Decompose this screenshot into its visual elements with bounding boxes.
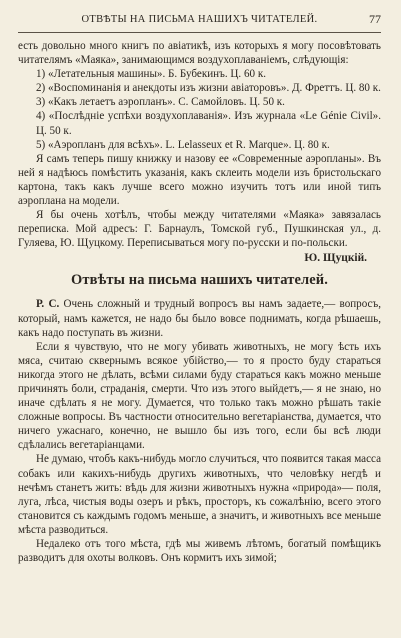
running-title: ОТВѢТЫ НА ПИСЬМА НАШИХЪ ЧИТАТЕЛЕЙ. <box>81 13 318 25</box>
letter-signature: Ю. Щуцкій. <box>304 252 367 265</box>
book-list-item: 1) «Летательныя машины». Б. Бубекинъ. Ц. 60 к. <box>36 68 266 81</box>
addressee-initials: Р. С. <box>36 298 60 311</box>
answer-paragraph: Не думаю, чтобъ какъ-нибудь могло случиться, что появится такая масса собакъ или какихъ-нибудь другихъ животныхъ, что человѣку негдѣ и нечѣмъ станетъ жить: вѣдь для жизни животныхъ нужна «природа»— поля, луга, лѣса, чистыя воды озеръ и рѣкъ, просторъ, къ сожалѣнію, всего этого становится съ каждымъ годомъ меньше, а значитъ, и животныхъ все меньше мѣста разводиться. <box>18 453 381 536</box>
answer-paragraph: Недалеко отъ того мѣста, гдѣ мы живемъ лѣтомъ, богатый помѣщикъ разводитъ для охоты волковъ. Онъ кормитъ ихъ зимой; <box>18 538 381 565</box>
letter-paragraph: Я бы очень хотѣлъ, чтобы между читателями «Маяка» завязалась переписка. Мой адресъ: Г. Барнаулъ, Томской губ., Пушкинская ул., д. Гуляева, Ю. Щуцкому. Переписываться могу по-русски и по-польски. <box>18 209 381 250</box>
answer-paragraph <box>18 297 381 339</box>
letter-paragraph: Я самъ теперь пишу книжку и назову ее «Современные аэропланы». Въ ней я надѣюсь помѣстить указанія, какъ склеить модели изъ бристольскаго картона, такъ какъ лучше всего можно изучить тотъ или иной типъ аэроплана на модели. <box>18 152 381 208</box>
answer-text: Очень сложный и трудный вопросъ вы намъ задаете,— вопросъ, который, намъ кажется, не надо бы было вовсе поднимать, когда рѣшаешь, какъ надо поступать въ жизни. <box>18 298 381 339</box>
book-list-item: 5) «Аэропланъ для всѣхъ». L. Lelasseux et R. Marque». Ц. 80 к. <box>36 138 330 151</box>
book-list-item: 3) «Какъ летаетъ аэропланъ». С. Самойловъ. Ц. 50 к. <box>36 96 285 109</box>
page-number: 77 <box>369 12 381 26</box>
book-page <box>0 6 401 638</box>
running-header <box>18 6 381 33</box>
section-heading: Отвѣты на письма нашихъ читателей. <box>71 272 328 289</box>
intro-paragraph: есть довольно много книгъ по авіатикѣ, изъ которыхъ я могу посовѣтовать читателямъ «Маяка», занимающимся воздухоплаваніемъ, слѣдующія: <box>18 40 381 67</box>
answer-paragraph: Если я чувствую, что не могу убивать животныхъ, не могу ѣсть ихъ мяса, считаю сквернымъ всякое убійство,— то я просто буду стараться никогда этого не дѣлать, всѣми силами буду стараться какъ можно меньше причинять боли, страданія, смерти. Что изъ этого выйдетъ,— я не знаю, но иначе сдѣлать я не могу. Думается, что только такъ можно рѣшать такіе сложные вопросы. Въ частности относительно вегетаріанства, думается, что ничего ужаснаго, конечно, не вышло бы изъ того, если бы всѣ люди сдѣлались вегетаріанцами. <box>18 340 381 452</box>
book-list-item: 2) «Воспоминанія и анекдоты изъ жизни авіаторовъ». Д. Фреттъ. Ц. 80 к. <box>36 82 381 95</box>
book-list-item: 4) «Послѣдніе успѣхи воздухоплаванія». Изъ журнала «Le Génie Civil». Ц. 50 к. <box>36 110 381 137</box>
